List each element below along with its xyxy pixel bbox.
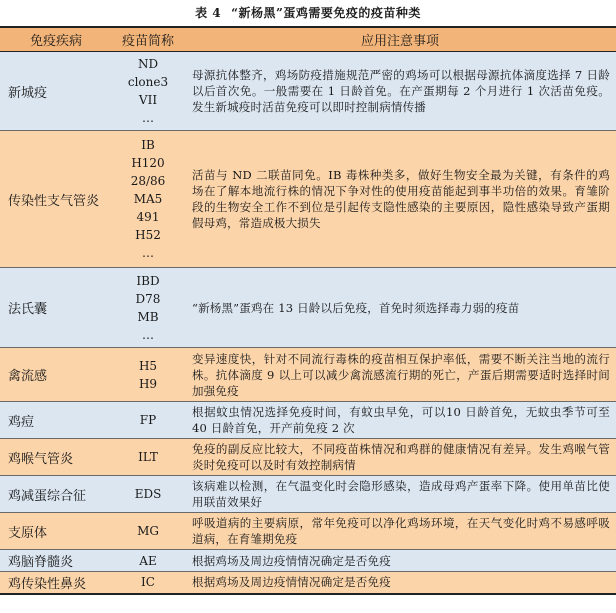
vaccine-list <box>112 131 184 268</box>
vaccine-name: H52 <box>135 228 161 242</box>
table-header-row <box>0 27 616 52</box>
vaccine-list <box>112 513 184 550</box>
disease-name: 支原体 <box>0 513 112 550</box>
vaccine-name: MA5 <box>133 192 163 206</box>
disease-name: 鸡喉气管炎 <box>0 439 112 476</box>
table-row <box>0 402 616 439</box>
table-row <box>0 550 616 572</box>
vaccine-list <box>112 476 184 513</box>
application-note: 该病难以检测，在气温变化时会隐形感染，造成母鸡产蛋率下降。使用单苗比使用联苗效果好 <box>184 476 616 513</box>
vaccine-name: H5 <box>138 358 158 373</box>
header-notes: 应用注意事项 <box>184 27 616 52</box>
vaccine-name: IC <box>141 575 155 590</box>
vaccine-name: 491 <box>136 210 160 224</box>
vaccine-name: H9 <box>138 376 158 391</box>
vaccine-name: ND <box>137 57 159 71</box>
application-note: 变异速度快，针对不同流行毒株的疫苗相互保护率低，需要不断关注当地的流行株。抗体滴度 9 以上可以减少禽流感流行期的死亡，产蛋后期需要适时选择时间加强免疫 <box>184 348 616 402</box>
disease-name: 鸡传染性鼻炎 <box>0 572 112 594</box>
disease-name: 传染性支气管炎 <box>0 131 112 268</box>
table-row <box>0 439 616 476</box>
vaccine-name: FP <box>139 413 157 427</box>
table-row <box>0 268 616 348</box>
application-note: 免疫的副反应比较大，不同疫苗株情况和鸡群的健康情况有差异。发生鸡喉气管炎时免疫可以及时有效控制病情 <box>184 439 616 476</box>
vaccine-list <box>112 439 184 476</box>
table-number: 表 4 <box>195 6 222 20</box>
table-row <box>0 131 616 268</box>
vaccine-name: H120 <box>131 156 165 170</box>
vaccine-name: clone3 <box>127 75 169 89</box>
application-note: 母源抗体整齐，鸡场防疫措施规范严密的鸡场可以根据母源抗体滴度选择 7 日龄以后首次免。一般需要在 1 日龄首免。在产蛋期每 2 个月进行 1 次活苗免疫。发生新城疫时活苗免疫可以即时控制病情传播 <box>184 52 616 131</box>
disease-name: 新城疫 <box>0 52 112 131</box>
vaccine-name: EDS <box>134 487 162 501</box>
application-note: 根据鸡场及周边疫情情况确定是否免疫 <box>184 572 616 594</box>
disease-name: 鸡减蛋综合征 <box>0 476 112 513</box>
vaccine-list <box>112 572 184 594</box>
disease-name: 法氏囊 <box>0 268 112 348</box>
table-row <box>0 476 616 513</box>
application-note: 活苗与 ND 二联苗同免。IB 毒株种类多，做好生物安全最为关键，有条件的鸡场在了解本地流行株的情况下争对性的使用疫苗能起到事半功倍的效果。育雏阶段的生物安全工作不到位是引起传支隐性感染的主要原因，隐性感染导致产蛋期假母鸡，常造成极大损失 <box>184 131 616 268</box>
disease-name: 鸡痘 <box>0 402 112 439</box>
table-caption <box>0 0 616 26</box>
vaccine-name: MG <box>137 524 159 538</box>
vaccine-name: VII <box>138 93 158 107</box>
vaccine-name: IBD <box>136 273 160 288</box>
disease-name: 鸡脑脊髓炎 <box>0 550 112 572</box>
vaccine-name: … <box>142 111 154 125</box>
vaccine-list <box>112 52 184 131</box>
vaccine-name: IB <box>141 138 155 152</box>
vaccine-name: … <box>142 327 154 342</box>
vaccine-table <box>0 26 616 595</box>
table-row <box>0 52 616 131</box>
vaccine-name: … <box>142 246 154 260</box>
application-note: 根据鸡场及周边疫情情况确定是否免疫 <box>184 550 616 572</box>
vaccine-name: MB <box>137 309 159 324</box>
vaccine-name: AE <box>139 553 157 568</box>
table-row <box>0 348 616 402</box>
application-note: 根据蚊虫情况选择免疫时间，有蚊虫早免，可以10 日龄首免，无蚊虫季节可至 40 日龄首免，开产前免疫 2 次 <box>184 402 616 439</box>
vaccine-list <box>112 348 184 402</box>
vaccine-list <box>112 550 184 572</box>
header-disease: 免疫疾病 <box>0 27 112 52</box>
header-vaccine: 疫苗简称 <box>112 27 184 52</box>
vaccine-name: 28/86 <box>130 174 166 188</box>
table-row <box>0 513 616 550</box>
vaccine-name: D78 <box>135 291 161 306</box>
vaccine-list <box>112 268 184 348</box>
table-row <box>0 572 616 594</box>
disease-name: 禽流感 <box>0 348 112 402</box>
table-title: “新杨黑”蛋鸡需要免疫的疫苗种类 <box>231 6 421 20</box>
vaccine-name: ILT <box>138 450 158 464</box>
application-note: “新杨黑”蛋鸡在 13 日龄以后免疫，首免时须选择毒力弱的疫苗 <box>184 268 616 348</box>
vaccine-list <box>112 402 184 439</box>
application-note: 呼吸道病的主要病原，常年免疫可以净化鸡场环境，在天气变化时鸡不易感呼吸道病，在育雏期免疫 <box>184 513 616 550</box>
